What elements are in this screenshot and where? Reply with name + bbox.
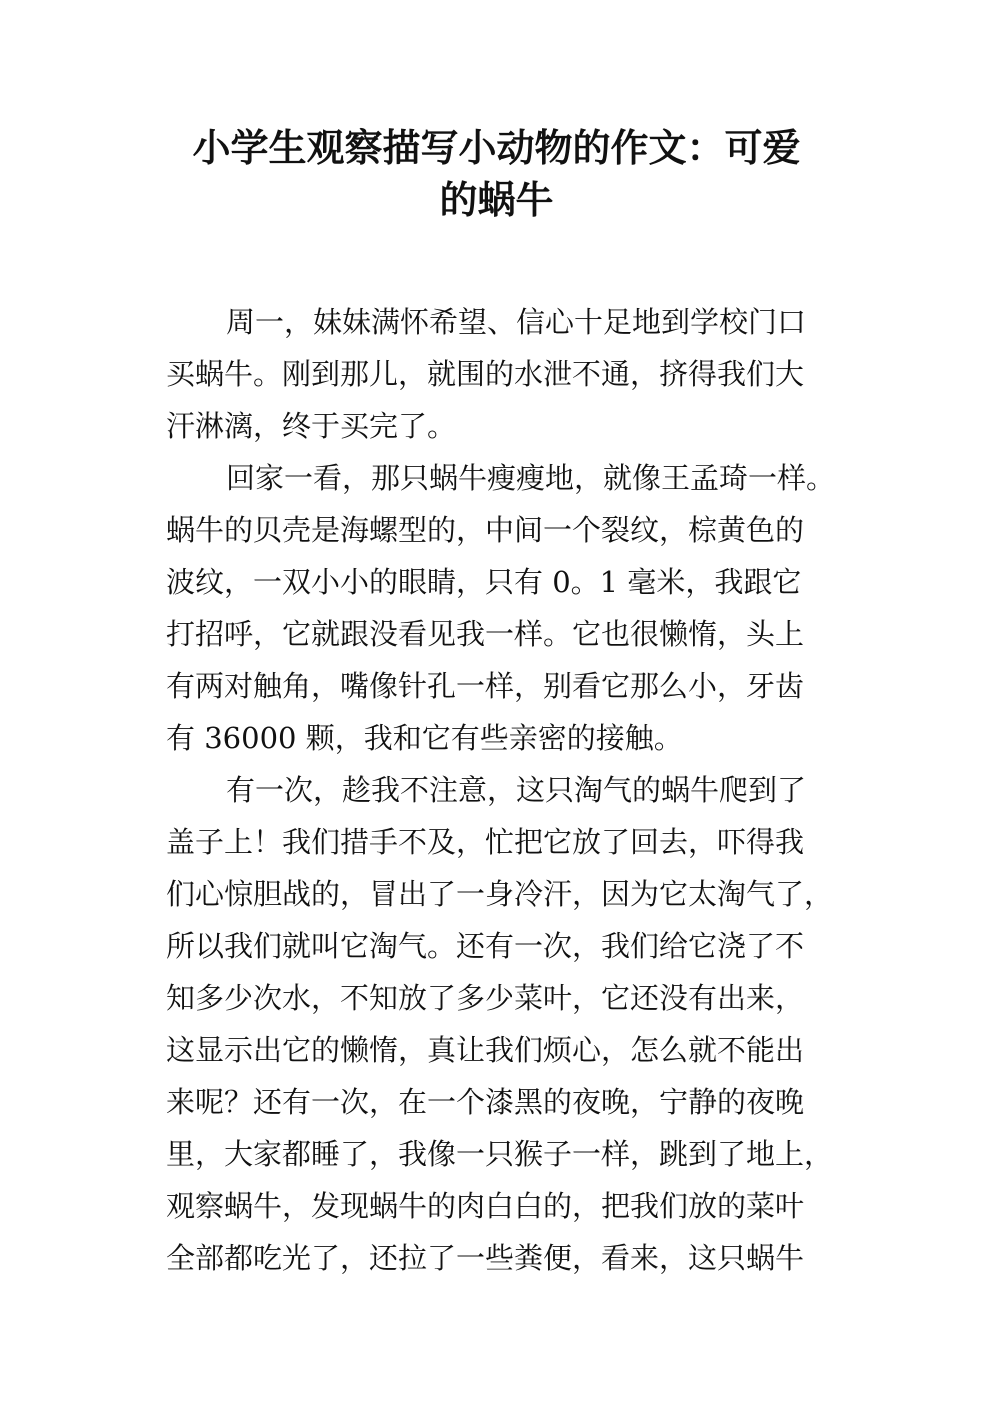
document-title <box>0 122 993 226</box>
paragraph-1 <box>166 296 846 452</box>
text-line: 波纹，一双小小的眼睛，只有 0。1 毫米，我跟它 <box>166 565 802 599</box>
text-line: 里，大家都睡了，我像一只猴子一样，跳到了地上， <box>166 1137 834 1171</box>
title-line: 小学生观察描写小动物的作文：可爱 <box>192 126 801 170</box>
text-line: 周一，妹妹满怀希望、信心十足地到学校门口 <box>226 305 807 339</box>
paragraph-2 <box>166 452 846 764</box>
text-line: 这显示出它的懒惰，真让我们烦心，怎么就不能出 <box>166 1033 805 1067</box>
title-line: 的蜗牛 <box>439 178 554 222</box>
text-line: 知多少次水，不知放了多少菜叶，它还没有出来， <box>166 981 805 1015</box>
text-line: 有两对触角，嘴像针孔一样，别看它那么小，牙齿 <box>166 669 805 703</box>
document-body <box>166 296 846 1284</box>
text-line: 们心惊胆战的，冒出了一身冷汗，因为它太淘气了， <box>166 877 834 911</box>
text-line: 来呢？还有一次，在一个漆黑的夜晚，宁静的夜晚 <box>166 1085 805 1119</box>
text-line: 有一次，趁我不注意，这只淘气的蜗牛爬到了 <box>226 773 807 807</box>
text-line: 观察蜗牛，发现蜗牛的肉白白的，把我们放的菜叶 <box>166 1189 805 1223</box>
text-line: 全部都吃光了，还拉了一些粪便，看来，这只蜗牛 <box>166 1241 805 1275</box>
text-line: 买蜗牛。刚到那儿，就围的水泄不通，挤得我们大 <box>166 357 805 391</box>
text-line: 蜗牛的贝壳是海螺型的，中间一个裂纹，棕黄色的 <box>166 513 805 547</box>
text-line: 打招呼，它就跟没看见我一样。它也很懒惰，头上 <box>166 617 805 651</box>
text-line: 盖子上！我们措手不及，忙把它放了回去，吓得我 <box>166 825 805 859</box>
text-line: 有 36000 颗，我和它有些亲密的接触。 <box>166 721 683 755</box>
text-line: 所以我们就叫它淘气。还有一次，我们给它浇了不 <box>166 929 805 963</box>
text-line: 回家一看，那只蜗牛瘦瘦地，就像王孟琦一样。 <box>226 461 836 495</box>
paragraph-3 <box>166 764 846 1284</box>
text-line: 汗淋漓，终于买完了。 <box>166 409 457 443</box>
